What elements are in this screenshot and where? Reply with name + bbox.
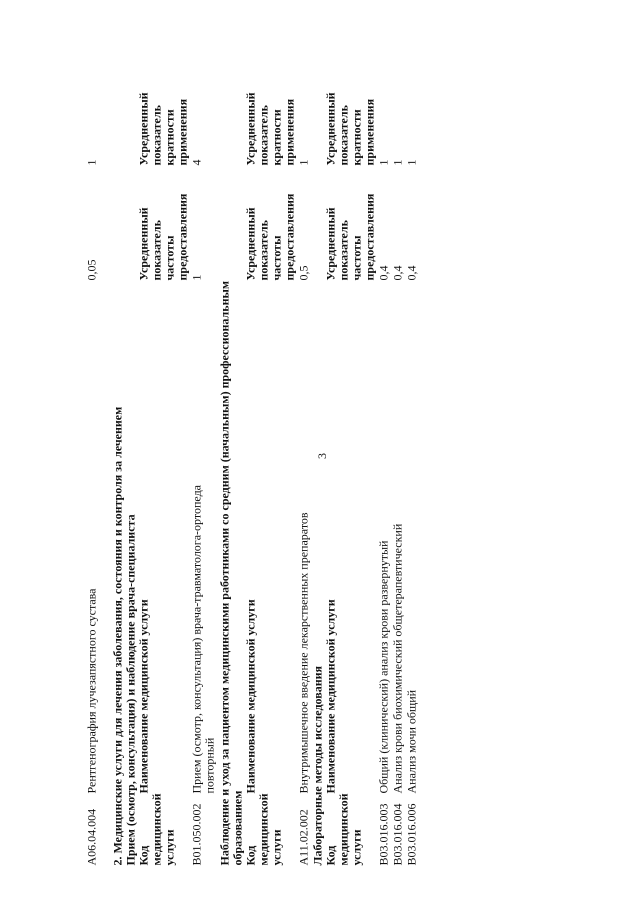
- block-laboratory: [311, 40, 419, 865]
- name-column-header: Наименование медицинской услуги: [323, 598, 337, 793]
- multiplicity-value: 1: [296, 159, 310, 165]
- multiplicity-value: 1: [404, 159, 418, 165]
- service-name: Внутримышечное введение лекарственных препаратов: [296, 511, 310, 793]
- multiplicity-value: 1: [390, 159, 404, 165]
- table-row: [297, 40, 311, 865]
- service-code: B03.016.004: [390, 802, 404, 865]
- page-number: 3: [315, 453, 329, 459]
- service-code: A06.04.004: [84, 808, 98, 865]
- frequency-column-header: Усредненный показатель частоты предоставления: [243, 193, 296, 280]
- service-name: Анализ крови биохимический общетерапевтический: [390, 523, 404, 793]
- multiplicity-column-header: Усредненный показатель кратности применения: [243, 91, 296, 165]
- service-name: Общий (клинический) анализ крови развернутый: [376, 540, 390, 793]
- code-column-header: Код медицинской услуги: [323, 792, 363, 865]
- table-row: [190, 40, 218, 865]
- code-column-header: Код медицинской услуги: [243, 792, 283, 865]
- service-code: B01.050.002: [189, 802, 203, 865]
- frequency-value: 0,5: [296, 265, 310, 280]
- table-header: [137, 40, 190, 865]
- name-column-header: Наименование медицинской услуги: [136, 598, 150, 793]
- multiplicity-value: 1: [376, 159, 390, 165]
- section-title: 2. Медицинские услуги для лечения заболевания, состояния и контроля за лечением: [110, 406, 124, 865]
- block-consultation: [124, 40, 218, 865]
- code-column-header: Код медицинской услуги: [136, 792, 176, 865]
- service-name: Рентгенография лучезапястного сустава: [84, 588, 98, 793]
- service-code: A11.02.002: [296, 808, 310, 865]
- table-header: [324, 40, 377, 865]
- rotated-table-page: [85, 40, 555, 865]
- block-nursing: [218, 40, 311, 865]
- block-title: Лабораторные методы исследования: [310, 665, 324, 865]
- frequency-column-header: Усредненный показатель частоты предоставления: [136, 193, 189, 280]
- frequency-value: 0,05: [84, 259, 98, 280]
- frequency-value: 0,4: [376, 265, 390, 280]
- multiplicity-value: 4: [189, 159, 203, 165]
- multiplicity-value: 1: [84, 159, 98, 165]
- multiplicity-column-header: Усредненный показатель кратности применения: [323, 91, 376, 165]
- frequency-column-header: Усредненный показатель частоты предоставления: [323, 193, 376, 280]
- frequency-value: 1: [189, 274, 203, 280]
- service-code: B03.016.003: [376, 802, 390, 865]
- multiplicity-column-header: Усредненный показатель кратности применения: [136, 91, 189, 165]
- service-name: Прием (осмотр, консультация) врача-травматолога-ортопеда повторный: [189, 484, 216, 793]
- block-title: Наблюдение и уход за пациентом медицинскими работниками со средним (начальным) профессиональным: [217, 280, 231, 865]
- name-column-header: Наименование медицинской услуги: [243, 598, 257, 793]
- table-row: [391, 40, 405, 865]
- frequency-value: 0,4: [390, 265, 404, 280]
- block-title: Прием (осмотр, консультация) и наблюдение врача-специалиста: [123, 513, 137, 865]
- block-title-continued: образованием: [230, 790, 244, 865]
- table-row: [85, 40, 111, 865]
- service-name: Анализ мочи общий: [404, 689, 418, 793]
- table-header: [244, 40, 297, 865]
- table-row: [377, 40, 391, 865]
- service-code: B03.016.006: [404, 802, 418, 865]
- frequency-value: 0,4: [404, 265, 418, 280]
- table-row: [405, 40, 419, 865]
